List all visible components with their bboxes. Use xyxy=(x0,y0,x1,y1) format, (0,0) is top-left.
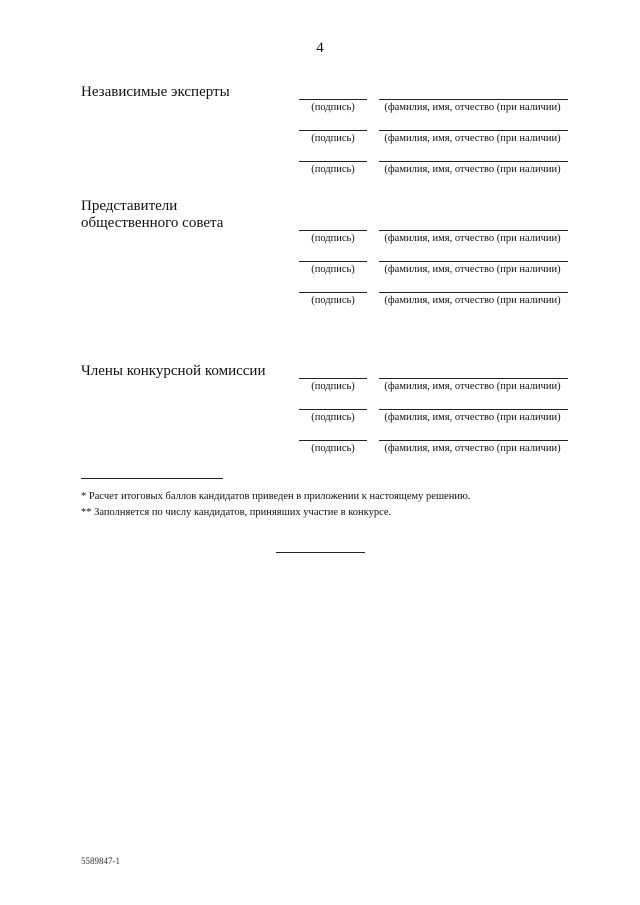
name-caption: (фамилия, имя, отчество (при наличии) xyxy=(384,233,561,244)
signature-caption: (подпись) xyxy=(311,381,355,392)
signature-line[interactable] xyxy=(299,409,367,410)
signature-caption: (подпись) xyxy=(311,264,355,275)
name-caption: (фамилия, имя, отчество (при наличии) xyxy=(384,295,561,306)
name-caption: (фамилия, имя, отчество (при наличии) xyxy=(384,102,561,113)
signature-caption: (подпись) xyxy=(311,164,355,175)
signature-line[interactable] xyxy=(299,440,367,441)
signature-caption: (подпись) xyxy=(311,233,355,244)
name-line[interactable] xyxy=(379,409,568,410)
signature-line[interactable] xyxy=(299,261,367,262)
signature-caption: (подпись) xyxy=(311,412,355,423)
section-title-line: общественного совета xyxy=(81,215,224,231)
name-line[interactable] xyxy=(379,292,568,293)
signature-caption: (подпись) xyxy=(311,443,355,454)
section-title-commission-members xyxy=(81,363,265,380)
footnote-2: ** Заполняется по числу кандидатов, принявших участие в конкурсе. xyxy=(81,507,392,518)
page-number: 4 xyxy=(316,40,324,56)
name-caption: (фамилия, имя, отчество (при наличии) xyxy=(384,133,561,144)
name-line[interactable] xyxy=(379,130,568,131)
signature-line[interactable] xyxy=(299,230,367,231)
signature-caption: (подпись) xyxy=(311,133,355,144)
name-line[interactable] xyxy=(379,230,568,231)
signature-caption: (подпись) xyxy=(311,295,355,306)
name-caption: (фамилия, имя, отчество (при наличии) xyxy=(384,443,561,454)
name-line[interactable] xyxy=(379,261,568,262)
section-title-public-council xyxy=(81,198,223,232)
section-title-independent-experts xyxy=(81,84,230,101)
signature-line[interactable] xyxy=(299,161,367,162)
name-line[interactable] xyxy=(379,99,568,100)
document-id: 5589847-1 xyxy=(81,856,120,866)
end-of-document-line xyxy=(276,552,365,553)
signature-caption: (подпись) xyxy=(311,102,355,113)
signature-line[interactable] xyxy=(299,99,367,100)
signature-line[interactable] xyxy=(299,378,367,379)
name-line[interactable] xyxy=(379,378,568,379)
name-line[interactable] xyxy=(379,161,568,162)
name-caption: (фамилия, имя, отчество (при наличии) xyxy=(384,381,561,392)
name-caption: (фамилия, имя, отчество (при наличии) xyxy=(384,164,561,175)
name-line[interactable] xyxy=(379,440,568,441)
section-title-line: Независимые эксперты xyxy=(81,84,230,100)
footnote-separator xyxy=(81,478,223,479)
section-title-line: Члены конкурсной комиссии xyxy=(81,363,266,379)
name-caption: (фамилия, имя, отчество (при наличии) xyxy=(384,264,561,275)
signature-line[interactable] xyxy=(299,130,367,131)
section-title-line: Представители xyxy=(81,198,178,214)
signature-line[interactable] xyxy=(299,292,367,293)
footnote-1: * Расчет итоговых баллов кандидатов приведен в приложении к настоящему решению. xyxy=(81,491,471,502)
name-caption: (фамилия, имя, отчество (при наличии) xyxy=(384,412,561,423)
